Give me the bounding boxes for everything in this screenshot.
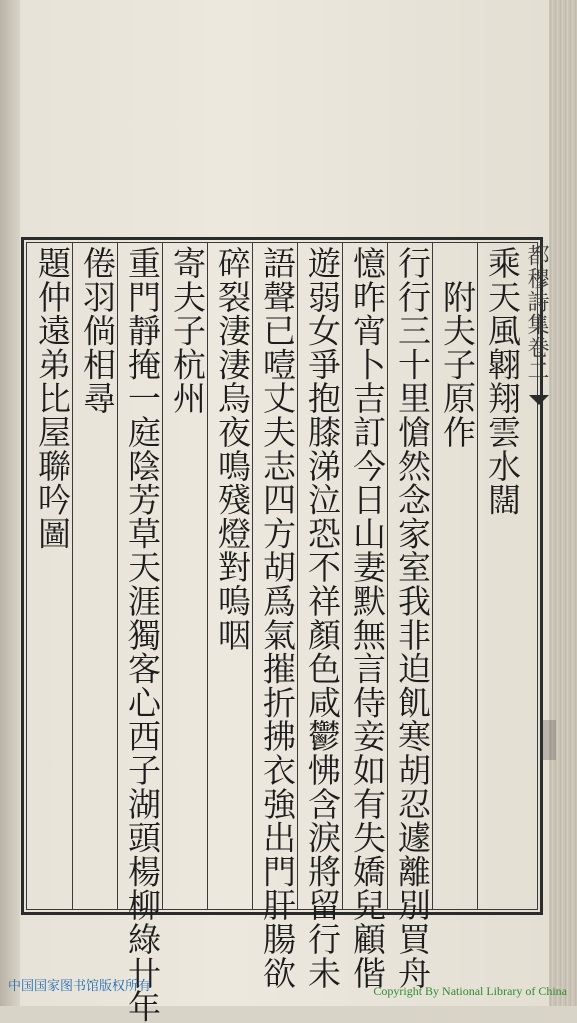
text-column-5: 遊弱女爭抱膝涕泣恐不祥顏色咸鬱怫含淚將留行未 <box>303 246 342 990</box>
copyright-cn: 中国国家图书馆版权所有 <box>8 979 152 994</box>
copyright-en: Copyright By National Library of China <box>373 984 567 998</box>
text-column-7: 碎裂淒淒烏夜鳴殘燈對嗚咽 <box>213 246 252 652</box>
binding-shadow <box>0 0 20 1006</box>
text-column-10: 倦羽倘相尋 <box>78 246 117 415</box>
text-column-9: 重門靜掩一庭陰芳草天涯獨客心西子湖頭楊柳綠卄年 <box>123 246 162 1023</box>
text-column-1: 乘天風翺翔雲水闊 <box>483 246 522 517</box>
text-column-2: 附夫子原作 <box>438 246 477 449</box>
text-column-3: 行行三十里愴然念家室我非迫飢寒胡忍遽離別買舟 <box>393 246 432 990</box>
book-title-margin: 都穆詩集卷二 <box>524 244 549 382</box>
text-column-8: 寄夫子杭州 <box>168 246 207 415</box>
page-edge-stack <box>549 0 577 1006</box>
text-column-11: 題仲遠弟比屋聯吟圖 <box>33 246 72 551</box>
edge-mark <box>540 720 556 760</box>
text-column-6: 語聲已噎丈夫志四方胡爲氣摧折拂衣強出門肝腸欲 <box>258 246 297 990</box>
text-column-4: 憶昨宵卜吉訂今日山妻默無言侍妾如有失嬌兒顧偕 <box>348 246 387 990</box>
